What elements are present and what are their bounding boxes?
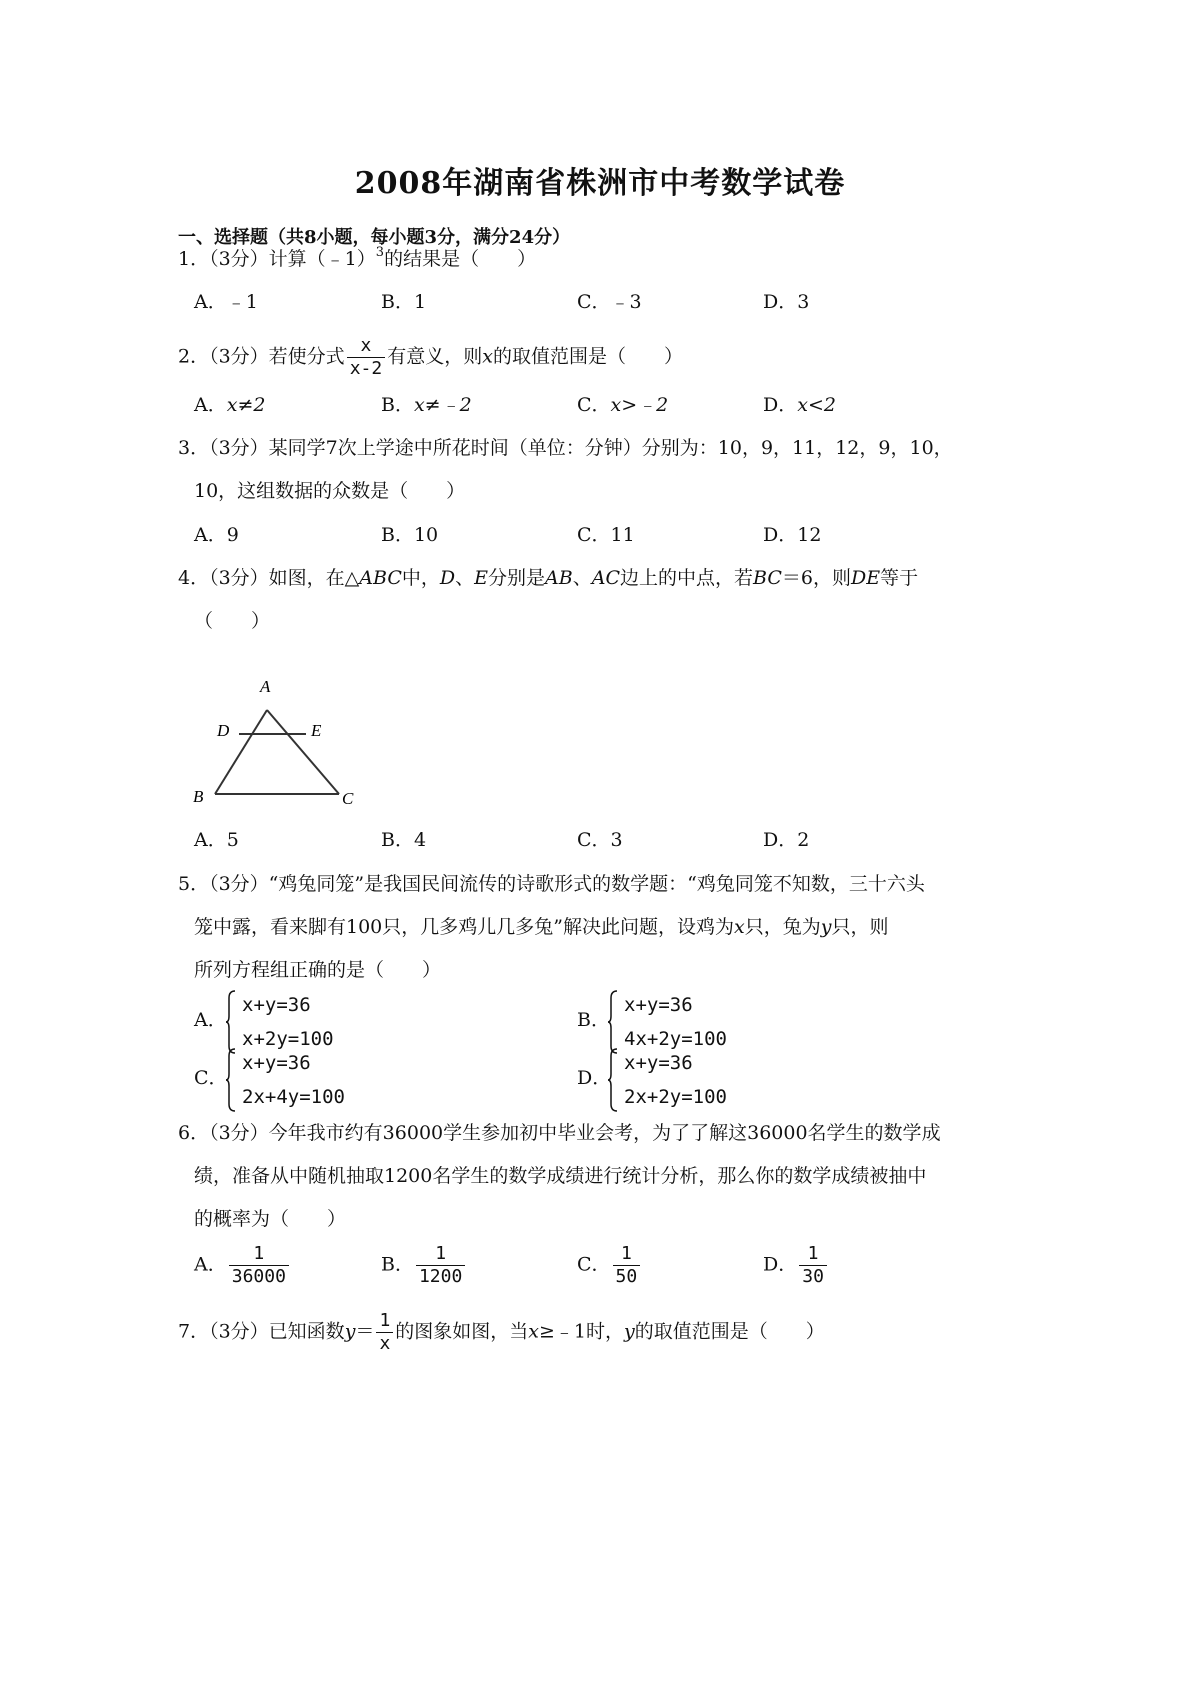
q2-option-b: B．x≠﹣2 [381,394,472,416]
q4-option-c: C．3 [577,829,623,851]
question-7: 7．（3分）已知函数y＝ $\frac{1}{x}$ 的图象如图，当x≥﹣1时，y的取值范围是（ ） [178,1310,825,1354]
label-a: A [260,677,271,696]
question-4-line-2: （ ） [194,610,271,632]
label-b: B [193,787,204,806]
question-6-line-1: 6．（3分）今年我市约有36000学生参加初中毕业会考，为了了解这36000名学生的数学成 [178,1122,941,1144]
q2-option-c: C．x>﹣2 [577,394,669,416]
q6-option-d: D． $\frac{1}{30}$ [763,1243,829,1288]
q5-option-d-system: x+y=36 2x+2y=100 [608,1046,727,1114]
brace-icon [226,990,236,1054]
q2-fraction: $\frac{x}{x-2}$ [347,335,386,380]
section-heading: 一、选择题（共8小题，每小题3分，满分24分） [178,227,571,248]
label-c: C [342,789,354,808]
q3-option-a: A．9 [194,524,239,546]
q6-option-c: C． $\frac{1}{50}$ [577,1243,642,1288]
question-3-line-1: 3．（3分）某同学7次上学途中所花时间（单位：分钟）分别为：10，9，11，12，9，10， [178,437,953,459]
q4-option-d: D．2 [763,829,810,851]
page-title: 2008年湖南省株洲市中考数学试卷 [354,166,846,201]
question-2: 2．（3分）若使分式 $\frac{x}{x-2}$ 有意义，则x的取值范围是（ ） [178,335,683,379]
q5-option-b-system: x+y=36 4x+2y=100 [608,988,727,1056]
q3-option-d: D．12 [763,524,822,546]
q1-option-c: C．﹣3 [577,291,642,313]
q1-option-b: B．1 [381,291,427,313]
brace-icon [608,1048,618,1112]
q5-option-d-letter: D． [577,1067,612,1089]
question-4-line-1: 4．（3分）如图，在△ABC中，D、E分别是AB、AC边上的中点，若BC＝6，则DE等于 [178,567,919,589]
q5-option-c-letter: C． [194,1067,228,1089]
q5-option-b-letter: B． [577,1009,610,1031]
question-1: 1．（3分）计算（﹣1）$^3$的结果是（ ） [178,245,537,270]
question-5-line-3: 所列方程组正确的是（ ） [194,959,442,981]
q5-option-c-system: x+y=36 2x+4y=100 [226,1046,345,1114]
q4-option-a: A．5 [194,829,239,851]
q5-option-a-system: x+y=36 x+2y=100 [226,988,334,1056]
q2-option-a: A．x≠2 [194,394,266,416]
q1-option-d: D．3 [763,291,810,313]
question-3-line-2: 10，这组数据的众数是（ ） [194,480,466,502]
q1-option-a: A．﹣1 [194,291,258,313]
q6-option-b: B． $\frac{1}{1200}$ [381,1243,467,1288]
q3-option-c: C．11 [577,524,635,546]
brace-icon [608,990,618,1054]
q5-option-a-letter: A． [194,1009,227,1031]
brace-icon [226,1048,236,1112]
question-6-line-3: 的概率为（ ） [194,1208,347,1230]
question-5-line-2: 笼中露，看来脚有100只，几多鸡儿几多兔”解决此问题，设鸡为x只，兔为y只，则 [194,916,889,938]
side-ac [267,710,339,794]
q3-option-b: B．10 [381,524,439,546]
label-e: E [311,721,322,740]
question-6-line-2: 绩，准备从中随机抽取1200名学生的数学成绩进行统计分析，那么你的数学成绩被抽中 [194,1165,927,1187]
q2-option-d: D．x<2 [763,394,836,416]
question-5-line-1: 5．（3分）“鸡兔同笼”是我国民间流传的诗歌形式的数学题：“鸡兔同笼不知数，三十六头 [178,873,925,895]
q7-fraction: $\frac{1}{x}$ [376,1310,393,1355]
q6-option-a: A． $\frac{1}{36000}$ [194,1243,291,1288]
q4-option-b: B．4 [381,829,427,851]
label-d: D [217,721,230,740]
